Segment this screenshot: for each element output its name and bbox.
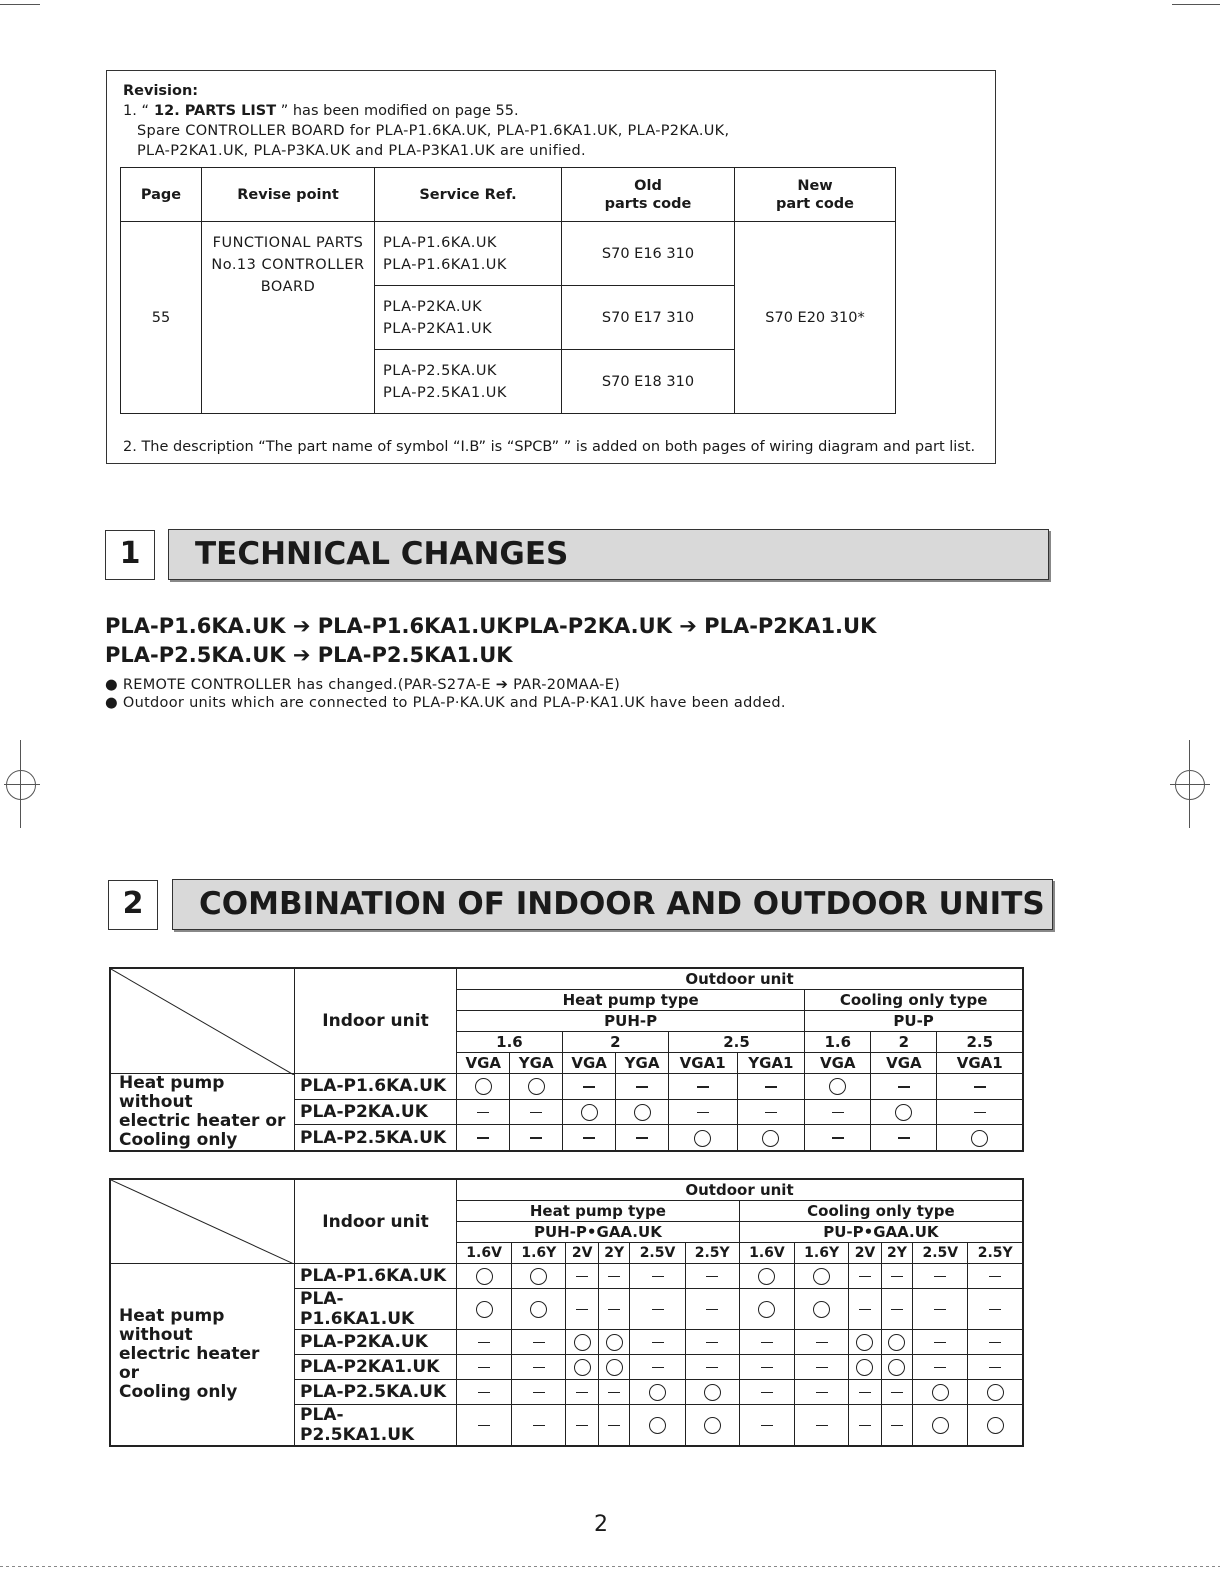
not-compatible-dash-icon	[652, 1276, 664, 1278]
combination-cell-not-compatible	[937, 1099, 1023, 1125]
not-compatible-dash-icon	[478, 1367, 490, 1369]
revision-item-2: 2. The description “The part name of symbol “I.B” is “SPCB” ” is added on both pages of wiring diagram and part list.	[123, 439, 976, 455]
revision-table-row	[121, 222, 896, 286]
revision-table	[120, 167, 896, 414]
table-row	[110, 1074, 1023, 1100]
combination-cell-not-compatible	[881, 1405, 912, 1447]
revision-item1-line3: PLA-P2KA1.UK, PLA-P3KA.UK and PLA-P3KA1.UK are unified.	[137, 143, 586, 159]
combination-cell-compatible	[512, 1289, 566, 1330]
t1-column-header: VGA	[457, 1053, 510, 1074]
compatible-circle-icon	[476, 1301, 493, 1318]
not-compatible-dash-icon	[636, 1137, 648, 1139]
compatible-circle-icon	[581, 1104, 598, 1121]
registration-mark-left-circle	[6, 770, 36, 800]
table1-co-capacity: 1.6	[805, 1032, 871, 1053]
not-compatible-dash-icon	[608, 1425, 620, 1427]
not-compatible-dash-icon	[533, 1425, 545, 1427]
combination-cell-not-compatible	[668, 1099, 737, 1125]
header-service-ref: Service Ref.	[375, 168, 562, 222]
compatible-circle-icon	[987, 1417, 1004, 1434]
combination-cell-not-compatible	[616, 1074, 668, 1100]
combination-cell-not-compatible	[968, 1330, 1023, 1355]
compatible-circle-icon	[704, 1417, 721, 1434]
combination-cell-compatible	[562, 1099, 615, 1125]
combination-cell-not-compatible	[881, 1380, 912, 1405]
compatible-circle-icon	[758, 1301, 775, 1318]
t1-column-header: YGA	[616, 1053, 668, 1074]
combination-cell-compatible	[913, 1405, 968, 1447]
not-compatible-dash-icon	[533, 1392, 545, 1394]
t2-column-header: 2.5Y	[968, 1243, 1023, 1264]
section2-title: COMBINATION OF INDOOR AND OUTDOOR UNITS	[172, 879, 1053, 930]
table2-diagonal-corner	[110, 1179, 295, 1264]
not-compatible-dash-icon	[697, 1086, 709, 1088]
combination-cell-compatible	[795, 1289, 849, 1330]
t2-indoor-model: PLA-P1.6KA1.UK	[295, 1289, 457, 1330]
table1-outdoor-unit-header: Outdoor unit	[457, 968, 1024, 990]
combination-cell-not-compatible	[913, 1330, 968, 1355]
table-row	[110, 1264, 1023, 1289]
combination-cell-not-compatible	[457, 1125, 510, 1151]
compatible-circle-icon	[649, 1417, 666, 1434]
cell-old-code-3: S70 E18 310	[562, 350, 735, 414]
combination-cell-not-compatible	[512, 1405, 566, 1447]
cell-new-code: S70 E20 310*	[735, 222, 896, 414]
not-compatible-dash-icon	[974, 1112, 986, 1114]
not-compatible-dash-icon	[989, 1367, 1001, 1369]
combination-cell-compatible	[598, 1330, 629, 1355]
compatible-circle-icon	[856, 1334, 873, 1351]
compatible-circle-icon	[813, 1268, 830, 1285]
not-compatible-dash-icon	[891, 1392, 903, 1394]
revision-item1-prefix: 1. “	[123, 103, 149, 119]
t2-indoor-model: PLA-P2.5KA1.UK	[295, 1405, 457, 1447]
combination-cell-compatible	[668, 1125, 737, 1151]
not-compatible-dash-icon	[533, 1342, 545, 1344]
combination-cell-not-compatible	[562, 1125, 615, 1151]
section1-title: TECHNICAL CHANGES	[168, 529, 1049, 580]
combination-cell-not-compatible	[512, 1380, 566, 1405]
table2-hp-model: PUH-P•GAA.UK	[457, 1222, 740, 1243]
not-compatible-dash-icon	[898, 1137, 910, 1139]
model-change-line-2: PLA-P2.5KA.UK ➔ PLA-P2.5KA1.UK	[105, 643, 513, 667]
table1-indoor-unit-header: Indoor unit	[295, 968, 457, 1074]
not-compatible-dash-icon	[583, 1137, 595, 1139]
not-compatible-dash-icon	[530, 1137, 542, 1139]
combination-cell-compatible	[881, 1355, 912, 1380]
section1-number: 1	[105, 530, 155, 580]
not-compatible-dash-icon	[533, 1367, 545, 1369]
compatible-circle-icon	[758, 1268, 775, 1285]
t2-column-header: 1.6Y	[795, 1243, 849, 1264]
not-compatible-dash-icon	[761, 1425, 773, 1427]
combination-cell-not-compatible	[849, 1380, 882, 1405]
header-page: Page	[121, 168, 202, 222]
combination-cell-compatible	[871, 1099, 937, 1125]
table1-hp-capacity: 2	[562, 1032, 668, 1053]
compatible-circle-icon	[971, 1130, 988, 1147]
compatible-circle-icon	[634, 1104, 651, 1121]
combination-cell-not-compatible	[795, 1355, 849, 1380]
diagonal-line	[111, 1180, 294, 1264]
combination-cell-compatible	[805, 1074, 871, 1100]
not-compatible-dash-icon	[478, 1425, 490, 1427]
not-compatible-dash-icon	[477, 1112, 489, 1114]
combination-cell-not-compatible	[739, 1380, 794, 1405]
compatible-circle-icon	[895, 1104, 912, 1121]
compatible-circle-icon	[694, 1130, 711, 1147]
combination-cell-not-compatible	[598, 1380, 629, 1405]
header-old-parts-code: Old parts code	[562, 168, 735, 222]
not-compatible-dash-icon	[974, 1086, 986, 1088]
not-compatible-dash-icon	[608, 1309, 620, 1311]
header-new-part-code: New part code	[735, 168, 896, 222]
combination-cell-not-compatible	[871, 1074, 937, 1100]
compatible-circle-icon	[649, 1384, 666, 1401]
not-compatible-dash-icon	[859, 1392, 871, 1394]
not-compatible-dash-icon	[697, 1112, 709, 1114]
table1-co-capacity: 2	[871, 1032, 937, 1053]
not-compatible-dash-icon	[765, 1112, 777, 1114]
combination-cell-not-compatible	[805, 1099, 871, 1125]
combination-cell-not-compatible	[512, 1355, 566, 1380]
cell-revise-point: FUNCTIONAL PARTS No.13 CONTROLLER BOARD	[202, 222, 375, 414]
table1-heat-pump-type: Heat pump type	[457, 990, 805, 1011]
not-compatible-dash-icon	[832, 1137, 844, 1139]
combination-cell-not-compatible	[685, 1289, 739, 1330]
header-revise-point: Revise point	[202, 168, 375, 222]
not-compatible-dash-icon	[891, 1276, 903, 1278]
not-compatible-dash-icon	[576, 1392, 588, 1394]
not-compatible-dash-icon	[898, 1086, 910, 1088]
t2-column-header: 2V	[849, 1243, 882, 1264]
combination-cell-not-compatible	[913, 1289, 968, 1330]
not-compatible-dash-icon	[761, 1367, 773, 1369]
table1-co-model: PU-P	[805, 1011, 1023, 1032]
t2-column-header: 2.5Y	[685, 1243, 739, 1264]
table1-hp-capacity: 2.5	[668, 1032, 804, 1053]
combination-cell-not-compatible	[795, 1405, 849, 1447]
registration-mark-right-circle	[1175, 770, 1205, 800]
combination-cell-not-compatible	[457, 1380, 512, 1405]
combination-cell-not-compatible	[685, 1355, 739, 1380]
table2-outdoor-unit-header: Outdoor unit	[457, 1179, 1024, 1201]
combination-cell-not-compatible	[566, 1264, 599, 1289]
revision-item1-line2: Spare CONTROLLER BOARD for PLA-P1.6KA.UK, PLA-P1.6KA1.UK, PLA-P2KA.UK,	[137, 123, 730, 139]
t1-indoor-model: PLA-P1.6KA.UK	[295, 1074, 457, 1100]
combination-cell-compatible	[968, 1380, 1023, 1405]
combination-cell-not-compatible	[849, 1264, 882, 1289]
t1-column-header: VGA	[805, 1053, 871, 1074]
combination-cell-compatible	[739, 1289, 794, 1330]
combination-cell-compatible	[457, 1289, 512, 1330]
combination-cell-compatible	[881, 1330, 912, 1355]
not-compatible-dash-icon	[652, 1309, 664, 1311]
t1-indoor-model: PLA-P2.5KA.UK	[295, 1125, 457, 1151]
cell-service-ref-1: PLA-P1.6KA.UK PLA-P1.6KA1.UK	[375, 222, 562, 286]
change-bullet-2: ● Outdoor units which are connected to PLA-P·KA.UK and PLA-P·KA1.UK have been added.	[105, 695, 786, 711]
t2-indoor-model: PLA-P2KA1.UK	[295, 1355, 457, 1380]
compatible-circle-icon	[574, 1334, 591, 1351]
not-compatible-dash-icon	[934, 1342, 946, 1344]
not-compatible-dash-icon	[706, 1367, 718, 1369]
t1-column-header: VGA	[871, 1053, 937, 1074]
model-change-line-1a: PLA-P1.6KA.UK ➔ PLA-P1.6KA1.UK	[105, 614, 513, 638]
combination-cell-not-compatible	[685, 1264, 739, 1289]
compatible-circle-icon	[987, 1384, 1004, 1401]
combination-cell-compatible	[510, 1074, 562, 1100]
t1-column-header: VGA1	[668, 1053, 737, 1074]
table2-group-label: Heat pump without electric heater or Cooling only	[110, 1264, 295, 1447]
t2-column-header: 2.5V	[913, 1243, 968, 1264]
combination-cell-compatible	[457, 1074, 510, 1100]
combination-cell-not-compatible	[871, 1125, 937, 1151]
combination-cell-not-compatible	[566, 1405, 599, 1447]
not-compatible-dash-icon	[816, 1342, 828, 1344]
t1-indoor-model: PLA-P2KA.UK	[295, 1099, 457, 1125]
revision-item1-suffix: ” has been modified on page 55.	[276, 103, 519, 119]
combination-cell-not-compatible	[512, 1330, 566, 1355]
combination-cell-not-compatible	[805, 1125, 871, 1151]
revision-item1-bold: 12. PARTS LIST	[148, 103, 277, 119]
not-compatible-dash-icon	[816, 1392, 828, 1394]
t2-column-header: 2V	[566, 1243, 599, 1264]
table1-hp-model: PUH-P	[457, 1011, 805, 1032]
not-compatible-dash-icon	[608, 1392, 620, 1394]
t1-column-header: VGA1	[937, 1053, 1023, 1074]
combination-cell-compatible	[737, 1125, 805, 1151]
combination-cell-compatible	[849, 1330, 882, 1355]
combination-cell-not-compatible	[630, 1330, 685, 1355]
combination-cell-not-compatible	[668, 1074, 737, 1100]
combination-cell-not-compatible	[510, 1125, 562, 1151]
compatible-circle-icon	[932, 1417, 949, 1434]
not-compatible-dash-icon	[934, 1367, 946, 1369]
not-compatible-dash-icon	[706, 1309, 718, 1311]
combination-cell-compatible	[937, 1125, 1023, 1151]
combination-cell-compatible	[968, 1405, 1023, 1447]
combination-cell-not-compatible	[630, 1289, 685, 1330]
compatible-circle-icon	[932, 1384, 949, 1401]
not-compatible-dash-icon	[478, 1342, 490, 1344]
combination-cell-not-compatible	[598, 1405, 629, 1447]
combination-cell-compatible	[685, 1380, 739, 1405]
cell-service-ref-2: PLA-P2KA.UK PLA-P2KA1.UK	[375, 286, 562, 350]
t2-column-header: 1.6V	[457, 1243, 512, 1264]
t1-column-header: YGA1	[737, 1053, 805, 1074]
combination-cell-not-compatible	[968, 1355, 1023, 1380]
model-change-line-1b: PLA-P2KA.UK ➔ PLA-P2KA1.UK	[514, 614, 877, 638]
t2-column-header: 1.6V	[739, 1243, 794, 1264]
combination-cell-not-compatible	[737, 1074, 805, 1100]
not-compatible-dash-icon	[934, 1309, 946, 1311]
diagonal-line	[111, 969, 294, 1075]
not-compatible-dash-icon	[576, 1309, 588, 1311]
combination-cell-compatible	[685, 1405, 739, 1447]
combination-cell-not-compatible	[795, 1380, 849, 1405]
combination-cell-compatible	[739, 1264, 794, 1289]
t1-column-header: VGA	[562, 1053, 615, 1074]
not-compatible-dash-icon	[816, 1367, 828, 1369]
compatible-circle-icon	[813, 1301, 830, 1318]
compatible-circle-icon	[762, 1130, 779, 1147]
t2-column-header: 2.5V	[630, 1243, 685, 1264]
not-compatible-dash-icon	[706, 1276, 718, 1278]
combination-cell-not-compatible	[630, 1264, 685, 1289]
compatible-circle-icon	[475, 1078, 492, 1095]
table2-co-model: PU-P•GAA.UK	[739, 1222, 1023, 1243]
not-compatible-dash-icon	[816, 1425, 828, 1427]
t2-indoor-model: PLA-P1.6KA.UK	[295, 1264, 457, 1289]
revision-title: Revision:	[123, 83, 199, 99]
combination-cell-compatible	[598, 1355, 629, 1380]
table2-cooling-only-type: Cooling only type	[739, 1201, 1023, 1222]
not-compatible-dash-icon	[832, 1112, 844, 1114]
combination-cell-not-compatible	[566, 1289, 599, 1330]
not-compatible-dash-icon	[989, 1342, 1001, 1344]
combination-cell-not-compatible	[739, 1405, 794, 1447]
bottom-dotted-border	[0, 1566, 1220, 1567]
table1-cooling-only-type: Cooling only type	[805, 990, 1023, 1011]
combination-table-1	[109, 967, 1024, 1152]
cell-old-code-2: S70 E17 310	[562, 286, 735, 350]
combination-cell-compatible	[616, 1099, 668, 1125]
combination-cell-compatible	[630, 1405, 685, 1447]
combination-cell-compatible	[849, 1355, 882, 1380]
combination-cell-compatible	[457, 1264, 512, 1289]
not-compatible-dash-icon	[859, 1276, 871, 1278]
not-compatible-dash-icon	[891, 1425, 903, 1427]
revision-box	[106, 70, 996, 464]
compatible-circle-icon	[476, 1268, 493, 1285]
compatible-circle-icon	[528, 1078, 545, 1095]
table2-heat-pump-type: Heat pump type	[457, 1201, 740, 1222]
combination-cell-compatible	[566, 1330, 599, 1355]
cell-old-code-1: S70 E16 310	[562, 222, 735, 286]
compatible-circle-icon	[888, 1359, 905, 1376]
not-compatible-dash-icon	[636, 1086, 648, 1088]
not-compatible-dash-icon	[761, 1342, 773, 1344]
change-bullet-1: ● REMOTE CONTROLLER has changed.(PAR-S27A-E ➔ PAR-20MAA-E)	[105, 677, 621, 693]
compatible-circle-icon	[530, 1301, 547, 1318]
t2-indoor-model: PLA-P2.5KA.UK	[295, 1380, 457, 1405]
table1-co-capacity: 2.5	[937, 1032, 1023, 1053]
not-compatible-dash-icon	[934, 1276, 946, 1278]
page-number: 2	[594, 1512, 608, 1537]
not-compatible-dash-icon	[859, 1425, 871, 1427]
combination-cell-not-compatible	[881, 1264, 912, 1289]
combination-cell-not-compatible	[795, 1330, 849, 1355]
section2-number: 2	[108, 880, 158, 930]
combination-cell-compatible	[512, 1264, 566, 1289]
combination-cell-not-compatible	[968, 1289, 1023, 1330]
combination-cell-not-compatible	[598, 1264, 629, 1289]
combination-cell-compatible	[630, 1380, 685, 1405]
combination-cell-not-compatible	[937, 1074, 1023, 1100]
combination-cell-not-compatible	[685, 1330, 739, 1355]
not-compatible-dash-icon	[576, 1425, 588, 1427]
cell-page: 55	[121, 222, 202, 414]
combination-cell-not-compatible	[737, 1099, 805, 1125]
not-compatible-dash-icon	[989, 1309, 1001, 1311]
combination-cell-not-compatible	[510, 1099, 562, 1125]
combination-cell-not-compatible	[968, 1264, 1023, 1289]
compatible-circle-icon	[856, 1359, 873, 1376]
t2-column-header: 2Y	[598, 1243, 629, 1264]
combination-cell-not-compatible	[739, 1355, 794, 1380]
not-compatible-dash-icon	[477, 1137, 489, 1139]
combination-cell-not-compatible	[457, 1330, 512, 1355]
combination-cell-not-compatible	[913, 1355, 968, 1380]
compatible-circle-icon	[888, 1334, 905, 1351]
combination-cell-not-compatible	[630, 1355, 685, 1380]
compatible-circle-icon	[606, 1359, 623, 1376]
combination-cell-not-compatible	[881, 1289, 912, 1330]
not-compatible-dash-icon	[706, 1342, 718, 1344]
compatible-circle-icon	[704, 1384, 721, 1401]
t2-column-header: 2Y	[881, 1243, 912, 1264]
not-compatible-dash-icon	[530, 1112, 542, 1114]
revision-table-header-row	[121, 168, 896, 222]
not-compatible-dash-icon	[576, 1276, 588, 1278]
combination-cell-not-compatible	[457, 1405, 512, 1447]
not-compatible-dash-icon	[859, 1309, 871, 1311]
not-compatible-dash-icon	[765, 1086, 777, 1088]
cell-service-ref-3: PLA-P2.5KA.UK PLA-P2.5KA1.UK	[375, 350, 562, 414]
crop-mark-top-left	[0, 4, 40, 5]
revision-item-1	[123, 101, 519, 121]
combination-cell-not-compatible	[616, 1125, 668, 1151]
crop-mark-top-right	[1172, 4, 1220, 5]
not-compatible-dash-icon	[652, 1367, 664, 1369]
not-compatible-dash-icon	[761, 1392, 773, 1394]
not-compatible-dash-icon	[989, 1276, 1001, 1278]
combination-cell-compatible	[913, 1380, 968, 1405]
combination-cell-compatible	[795, 1264, 849, 1289]
combination-cell-not-compatible	[457, 1099, 510, 1125]
compatible-circle-icon	[606, 1334, 623, 1351]
combination-cell-not-compatible	[457, 1355, 512, 1380]
table1-diagonal-corner	[110, 968, 295, 1074]
compatible-circle-icon	[530, 1268, 547, 1285]
t2-column-header: 1.6Y	[512, 1243, 566, 1264]
combination-cell-not-compatible	[739, 1330, 794, 1355]
t2-indoor-model: PLA-P2KA.UK	[295, 1330, 457, 1355]
combination-cell-not-compatible	[566, 1380, 599, 1405]
combination-cell-compatible	[566, 1355, 599, 1380]
combination-cell-not-compatible	[913, 1264, 968, 1289]
not-compatible-dash-icon	[652, 1342, 664, 1344]
compatible-circle-icon	[574, 1359, 591, 1376]
not-compatible-dash-icon	[478, 1392, 490, 1394]
combination-cell-not-compatible	[849, 1289, 882, 1330]
not-compatible-dash-icon	[891, 1309, 903, 1311]
combination-table-2	[109, 1178, 1024, 1447]
combination-cell-not-compatible	[562, 1074, 615, 1100]
compatible-circle-icon	[829, 1078, 846, 1095]
combination-cell-not-compatible	[849, 1405, 882, 1447]
combination-cell-not-compatible	[598, 1289, 629, 1330]
not-compatible-dash-icon	[608, 1276, 620, 1278]
table1-hp-capacity: 1.6	[457, 1032, 563, 1053]
table2-indoor-unit-header: Indoor unit	[295, 1179, 457, 1264]
not-compatible-dash-icon	[583, 1086, 595, 1088]
t1-column-header: YGA	[510, 1053, 562, 1074]
table1-group-label: Heat pump without electric heater or Cooling only	[110, 1074, 295, 1152]
